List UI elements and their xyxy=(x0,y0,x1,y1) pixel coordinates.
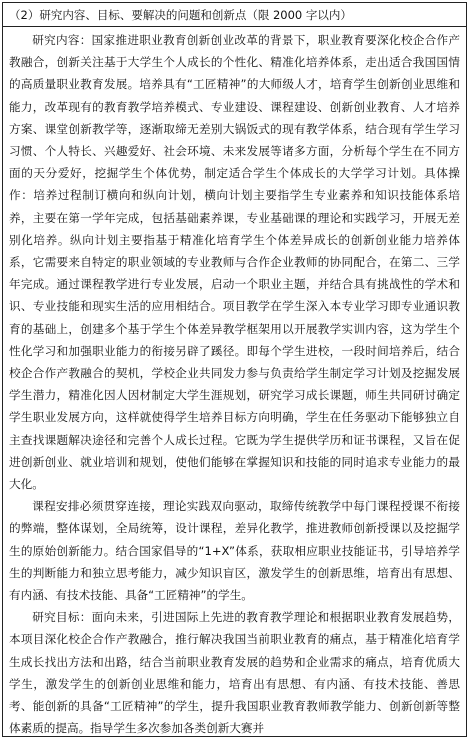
paragraph-research-goals xyxy=(9,606,460,739)
paragraph-text: 课程安排必须贯穿连接，理论实践双向驱动，取缔传统教学中每门课程授课不衔接的弊端，整体谋划，全局统筹，设计课程，差异化教学，推进教师创新授课以及挖掘学生的原始创新能力。结合国家倡导的“1+X”体系，获取相应职业技能证书，引导培养学生的判断能力和独立思考能力，减少知识盲区，激发学生的创新思维，培育出有思想、有内涵、有技术技能、具备“工匠精神”的学生。 xyxy=(9,499,460,603)
paragraph-text: 面向未来，引进国际上先进的教育教学理论和根据职业教育发展趋势，本项目深化校企合作产教融合，推行解决我国当前职业教育的痛点，基于精准化培育学生成长找出方法和出路，结合当前职业教育发展的趋势和企业需求的痛点，培育优质大学生，激发学生的创新创业思维和能力，培育出有思想、有内涵、有技术技能、善思考、能创新的具备“工匠精神”的学生，提升我国职业教育教师教学能力、创新创新等整体素质的提高。指导学生多次参加各类创新大赛并 xyxy=(9,610,460,736)
paragraph-label: 研究内容： xyxy=(32,33,92,47)
section-header xyxy=(3,3,466,27)
paragraph-text: 国家推进职业教育创新创业改革的背景下，职业教育要深化校企合作产教融合，创新关注基于大学生个人成长的个性化、精准化培养体系，走出适合我国国情的高质量职业教育发展。培养具有“工匠精神”的大师级人才，培育学生创新创业思维和能力，改革现有的教育教学培养模式、专业建设、课程建设、创新创业教育、人才培养方案、课堂创新教学等，逐渐取缔无差别大锅饭式的现有教学体系，结合现有学生学习习惯、个人特长、兴趣爱好、社会环境、未来发展等诸多方面，分析每个学生在不同方面的天分爱好，挖掘学生个体优势，制定适合学生个体成长的大学学习计划。具体操作：培养过程制订横向和纵向计划，横向计划主要指学生专业素养和知识技能体系培养，主要在第一学年完成，包括基础素养课，专业基础课的理论和实践学习，开展无差别化培养。纵向计划主要指基于精准化培育学生个体差异成长的创新创业能力培养体系，它需要来自特定的职业领域的专业教师与合作企业教师的协同配合，在第二、三学年完成。通过课程教学进行专业发展，启动一个职业主题，并结合具有挑战性的学术和识、专业技能和现实生活的应用相结合。项目教学在学生深入本专业学习即专业通识教育的基础上，创建多个基于学生个体差异教学框架用以开展教学实训内容，这为学生个性化学习和加强职业能力的衔接另辟了蹊径。即每个学生进校，一段时间培养后，结合校企合作产教融合的契机，学校企业共同发力参与负责给学生制定学习计划及挖掘发展学生潜力，精准化因人因材制定大学生涯规划，研究学习成长课题，师生共同研讨确定学生职业发展方向，这样就使得学生培养目标方向明确，学生在任务驱动下能够独立自主查找课题解决途径和完善个人成长过程。它既为学生提供学历和证书课程，又旨在促进创新创业、就业培训和规划，使他们能够在掌握知识和技能的同时追求专业能力的最大化。 xyxy=(9,33,460,492)
section-title: （2）研究内容、目标、要解决的问题和创新点（限 2000 字以内） xyxy=(9,8,352,22)
form-section xyxy=(2,2,467,737)
paragraph-course-arrangement xyxy=(9,495,460,606)
section-body xyxy=(3,27,466,740)
paragraph-research-content xyxy=(9,29,460,495)
paragraph-label: 研究目标： xyxy=(32,610,92,625)
